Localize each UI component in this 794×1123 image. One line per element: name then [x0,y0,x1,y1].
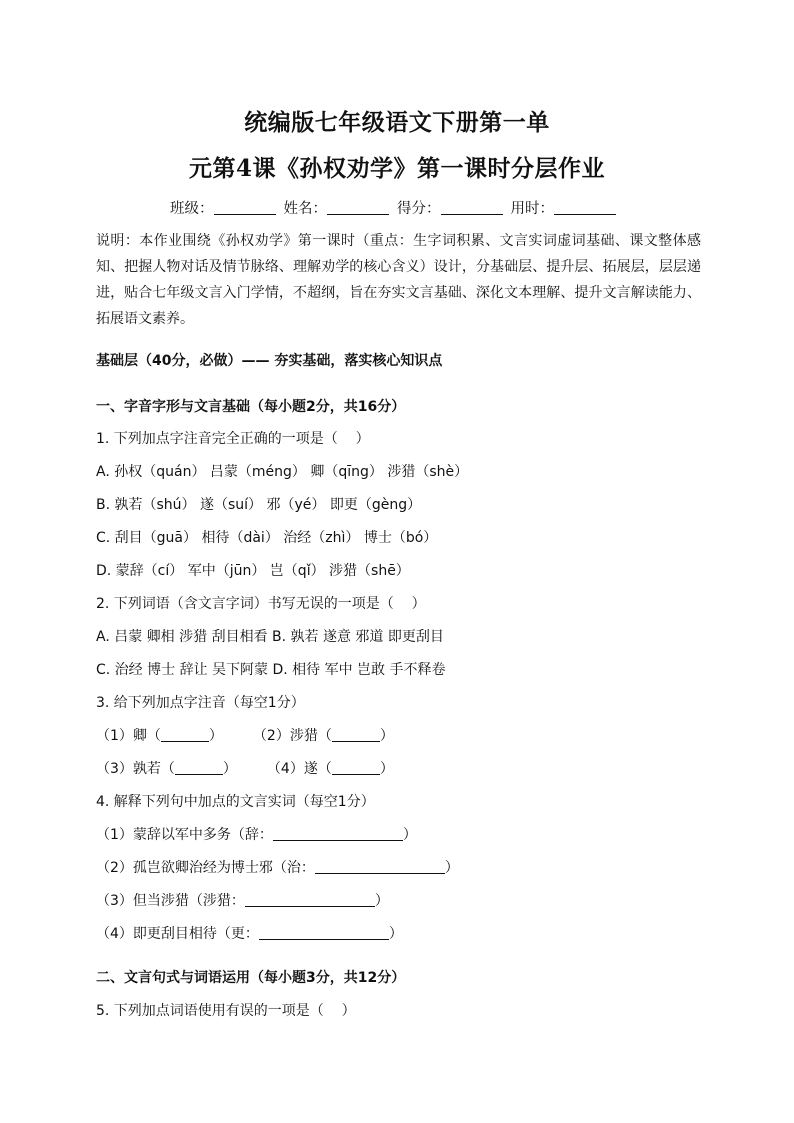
q3-row1 [96,725,394,745]
class-blank[interactable] [214,200,276,215]
q3-item4-pre: （4）遂（ [266,761,332,777]
q4-item4-close: ） [388,926,403,942]
q3-item3-blank[interactable] [175,760,223,775]
description-paragraph: 说明：本作业围绕《孙权劝学》第一课时（重点：生字词积累、文言实词虚词基础、课文整体感知、把握人物对话及情节脉络、理解劝学的核心含义）设计，分基础层、提升层、拓展层，层层递进，贴合七年级文言入门学情，不超纲，旨在夯实文言基础、深化文本理解、提升文言解读能力、拓展语文素养。 [96,233,701,327]
q3-item2-pre: （2）涉猎（ [252,728,332,744]
student-info-row [0,197,794,218]
page-title-line1: 统编版七年级语文下册第一单 [244,109,550,136]
q4-item1-blank[interactable] [273,826,403,841]
q4-item4 [96,923,403,943]
q3-stem: 3. 给下列加点字注音（每空1分） [96,695,305,711]
q4-stem: 4. 解释下列句中加点的文言实词（每空1分） [96,794,375,810]
q4-item4-blank[interactable] [259,925,389,940]
q2-options-cd: C. 治经 博士 辞让 吴下阿蒙 D. 相待 军中 岂敢 手不释卷 [96,662,446,678]
q3-row2 [96,758,394,778]
time-label: 用时： [510,201,554,217]
q3-item3-post: ） [222,761,237,777]
q2-options-ab: A. 吕蒙 卿相 涉猎 刮目相看 B. 孰若 遂意 邪道 即更刮目 [96,629,444,645]
q4-item3-close: ） [374,893,389,909]
q4-item3 [96,890,389,910]
q4-item3-blank[interactable] [245,892,375,907]
q1-option-c: C. 刮目（guā） 相待（dài） 治经（zhì） 博士（bó） [96,530,438,546]
name-label: 姓名： [283,201,327,217]
name-blank[interactable] [327,200,389,215]
q1-option-d: D. 蒙辞（cí） 军中（jūn） 岂（qǐ） 涉猎（shē） [96,563,410,579]
q1-option-b: B. 孰若（shú） 遂（suí） 邪（yé） 即更（gèng） [96,497,422,513]
q1-stem: 1. 下列加点字注音完全正确的一项是（ ） [96,431,370,447]
q2-stem: 2. 下列词语（含文言字词）书写无误的一项是（ ） [96,596,426,612]
q3-item4-blank[interactable] [332,760,380,775]
section2-heading: 二、文言句式与词语运用（每小题3分，共12分） [96,970,406,986]
q3-item2-blank[interactable] [332,727,380,742]
time-blank[interactable] [554,200,616,215]
score-blank[interactable] [441,200,503,215]
q4-item2-blank[interactable] [315,859,445,874]
page-title-line2: 元第4课《孙权劝学》第一课时分层作业 [188,155,605,182]
q4-item1-text: （1）蒙辞以军中多务（辞： [96,827,273,843]
layer-heading: 基础层（40分，必做）—— 夯实基础，落实核心知识点 [96,353,443,369]
q3-item1-blank[interactable] [161,727,209,742]
q4-item4-text: （4）即更刮目相待（更： [96,926,259,942]
q3-item2-post: ） [379,728,394,744]
q4-item2-close: ） [444,860,459,876]
q4-item1-close: ） [402,827,417,843]
q3-item1-post: ） [208,728,223,744]
q3-item4-post: ） [379,761,394,777]
score-label: 得分： [397,201,441,217]
q3-item1-pre: （1）卿（ [96,728,161,744]
q4-item3-text: （3）但当涉猎（涉猎： [96,893,245,909]
q4-item2-text: （2）孤岂欲卿治经为博士邪（治： [96,860,315,876]
class-label: 班级： [170,201,214,217]
section1-heading: 一、字音字形与文言基础（每小题2分，共16分） [96,399,406,415]
q3-item3-pre: （3）孰若（ [96,761,175,777]
q4-item1 [96,824,417,844]
q4-item2 [96,857,459,877]
q5-stem: 5. 下列加点词语使用有误的一项是（ ） [96,1003,356,1019]
q1-option-a: A. 孙权（quán） 吕蒙（méng） 卿（qīng） 涉猎（shè） [96,464,469,480]
